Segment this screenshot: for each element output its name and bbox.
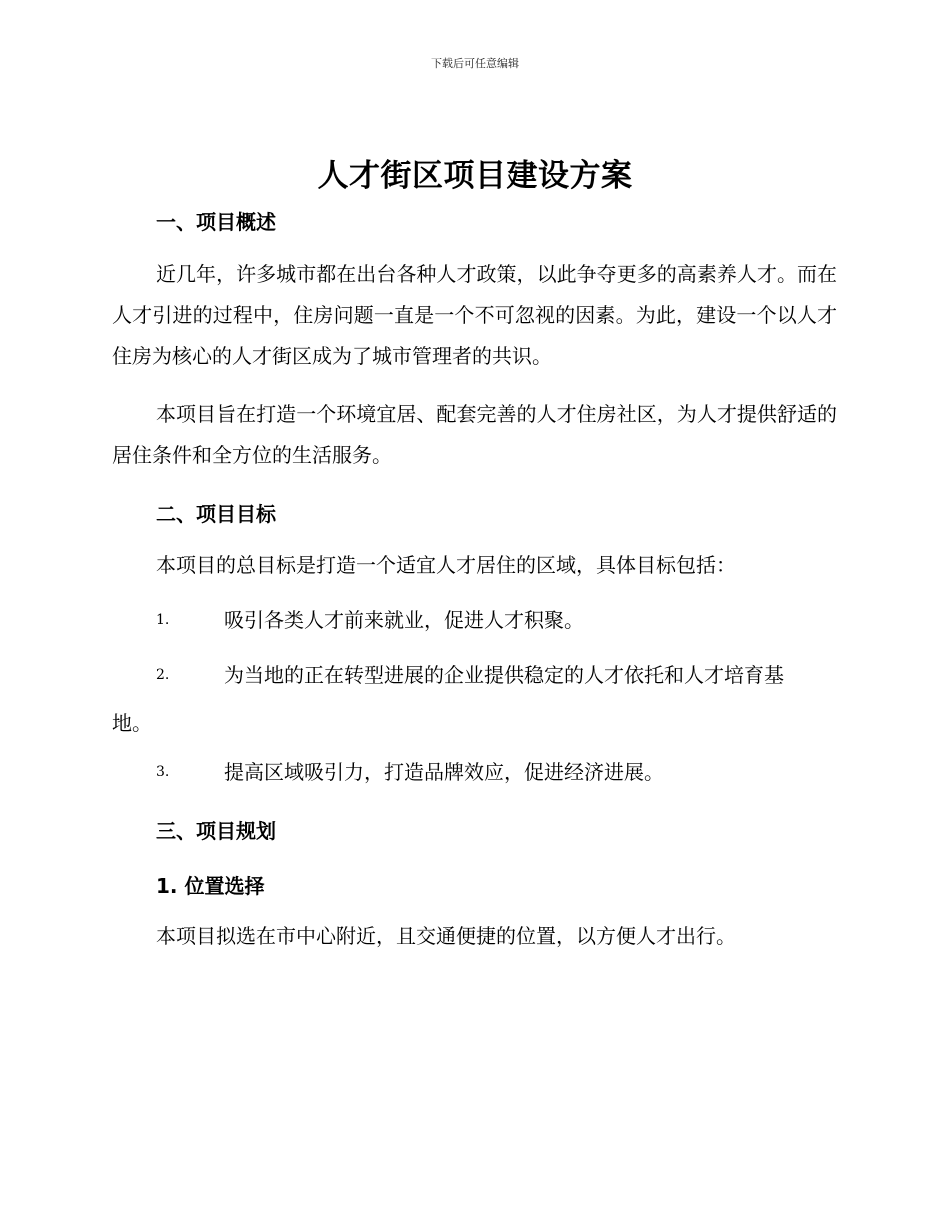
- overview-paragraph-2: 本项目旨在打造一个环境宜居、配套完善的人才住房社区，为人才提供舒适的居住条件和全方位的生活服务。: [112, 402, 837, 467]
- document-title: 人才街区项目建设方案: [317, 158, 633, 194]
- goal-item-text: 吸引各类人才前来就业，促进人才积聚。: [224, 608, 584, 632]
- goal-item-2: [112, 651, 837, 747]
- overview-paragraph-1: 近几年，许多城市都在出台各种人才政策，以此争夺更多的高素养人才。而在人才引进的过程中，住房问题一直是一个不可忽视的因素。为此，建设一个以人才住房为核心的人才街区成为了城市管理者的共识。: [112, 262, 837, 368]
- goal-item-3: [112, 748, 837, 796]
- section-heading-overview: 一、项目概述: [156, 210, 276, 234]
- goals-intro: 本项目的总目标是打造一个适宜人才居住的区域，具体目标包括：: [156, 553, 736, 577]
- goal-item-text-continued: 地。: [112, 711, 152, 735]
- page-header-note: 下载后可任意编辑: [431, 57, 519, 70]
- goal-item-number: 3.: [156, 764, 170, 780]
- location-paragraph: 本项目拟选在市中心附近，且交通便捷的位置，以方便人才出行。: [156, 924, 736, 948]
- goal-item-number: 2.: [156, 667, 170, 683]
- goal-item-text: 为当地的正在转型进展的企业提供稳定的人才依托和人才培育基: [224, 663, 784, 687]
- goal-item-number: 1.: [156, 612, 170, 628]
- section-heading-planning: 三、项目规划: [156, 819, 276, 843]
- goal-item-1: [112, 596, 837, 644]
- section-heading-goals: 二、项目目标: [156, 502, 276, 526]
- subsection-heading-location: 1. 位置选择: [156, 874, 265, 898]
- goal-item-text: 提高区域吸引力，打造品牌效应，促进经济进展。: [224, 760, 664, 784]
